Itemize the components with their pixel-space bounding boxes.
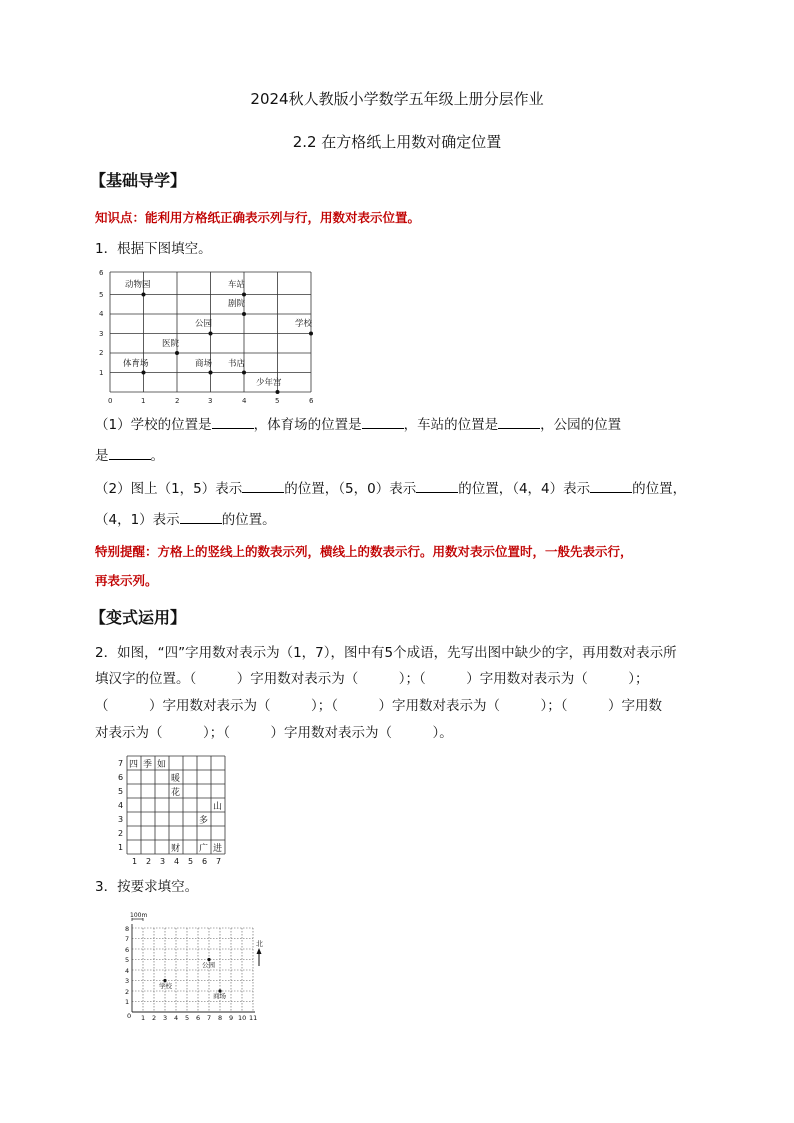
- point-school: [309, 332, 313, 336]
- grid-char: 财: [171, 844, 181, 854]
- answer-blank[interactable]: [109, 446, 151, 460]
- y-tick: 4: [99, 310, 104, 318]
- place-label: 商场: [213, 992, 226, 1000]
- y-tick: 3: [125, 977, 130, 985]
- y-tick: 5: [118, 787, 124, 796]
- x-tick: 2: [175, 397, 180, 405]
- scale-label: 100m: [130, 912, 148, 919]
- y-tick: 1: [118, 843, 124, 852]
- point-mall: [209, 371, 213, 375]
- north-label: 北: [256, 940, 263, 948]
- section-heading-basic: 【基础导学】: [90, 171, 187, 190]
- point-label: 剧院: [228, 299, 246, 309]
- point-youth-palace: [276, 390, 280, 394]
- answer-blank[interactable]: [498, 415, 540, 429]
- point-label: 少年宫: [256, 378, 282, 388]
- answer-blank[interactable]: [590, 479, 632, 493]
- question-2-line-2: 填汉字的位置。（ ）字用数对表示为（ ）；（ ）字用数对表示为（ ）；: [95, 671, 649, 687]
- answer-blank[interactable]: [242, 479, 284, 493]
- grid-char: 广: [199, 844, 209, 854]
- answer-blank[interactable]: [180, 510, 222, 524]
- question-1-part-1: （1）学校的位置是 ，体育场的位置是 ，车站的位置是 ，公园的位置: [95, 417, 622, 433]
- x-tick: 10: [238, 1014, 247, 1022]
- answer-blank[interactable]: [362, 415, 404, 429]
- point-label: 医院: [162, 339, 180, 349]
- point-theater: [242, 312, 246, 316]
- point-label: 商场: [195, 359, 213, 369]
- x-tick: 6: [196, 1014, 201, 1022]
- grid-char: 花: [171, 788, 181, 798]
- x-tick: 5: [188, 857, 194, 866]
- grid-char: 进: [213, 844, 223, 854]
- question-2-line-4: 对表示为（ ）；（ ）字用数对表示为（ ）。: [95, 725, 453, 741]
- x-tick: 4: [174, 857, 180, 866]
- x-tick: 4: [242, 397, 247, 405]
- x-tick: 11: [249, 1014, 258, 1022]
- point-park: [209, 332, 213, 336]
- x-tick: 5: [185, 1014, 190, 1022]
- y-tick: 5: [99, 291, 104, 299]
- y-tick: 3: [118, 815, 124, 824]
- y-tick: 1: [125, 998, 130, 1006]
- idiom-grid: [115, 752, 230, 867]
- y-tick: 6: [125, 946, 130, 954]
- x-tick: 6: [309, 397, 314, 405]
- grid-char: 山: [213, 802, 223, 812]
- x-tick: 9: [229, 1014, 234, 1022]
- x-tick: 0: [127, 1012, 132, 1020]
- y-tick: 8: [125, 925, 130, 933]
- y-tick: 2: [125, 988, 130, 996]
- x-tick: 1: [141, 1014, 146, 1022]
- x-tick: 8: [218, 1014, 223, 1022]
- point-zoo: [142, 293, 146, 297]
- grid-char: 暖: [171, 774, 181, 784]
- x-tick: 1: [141, 397, 146, 405]
- x-tick: 1: [132, 857, 138, 866]
- point-label: 体育场: [123, 359, 149, 369]
- page-subtitle: 2.2 在方格纸上用数对确定位置: [292, 133, 502, 151]
- question-1-part-1-cont: 是 。: [95, 448, 164, 464]
- x-tick: 6: [202, 857, 208, 866]
- answer-blank[interactable]: [212, 415, 254, 429]
- point-label: 学校: [295, 319, 313, 329]
- answer-blank[interactable]: [416, 479, 458, 493]
- question-1-part-2: （2）图上（1，5）表示 的位置，（5，0）表示 的位置，（4，4）表示 的位置，: [95, 481, 687, 497]
- question-2-line-1: 2．如图，“四”字用数对表示为（1，7），图中有5个成语，先写出图中缺少的字，再用数对表示所: [95, 645, 677, 661]
- question-2-line-3: （ ）字用数对表示为（ ）；（ ）字用数对表示为（ ）；（ ）字用数: [95, 698, 662, 714]
- x-tick: 3: [208, 397, 213, 405]
- point-stadium: [142, 371, 146, 375]
- point-hospital: [175, 351, 179, 355]
- x-tick: 7: [216, 857, 222, 866]
- y-tick: 2: [118, 829, 124, 838]
- x-tick: 2: [152, 1014, 157, 1022]
- x-tick: 5: [275, 397, 280, 405]
- point-label: 动物园: [125, 280, 151, 290]
- grid-char: 四: [129, 760, 139, 770]
- y-tick: 7: [118, 759, 124, 768]
- y-tick: 6: [99, 269, 104, 277]
- y-tick: 6: [118, 773, 124, 782]
- section-heading-variation: 【变式运用】: [90, 608, 187, 627]
- y-tick: 3: [99, 330, 104, 338]
- y-tick: 2: [99, 349, 104, 357]
- x-tick: 7: [207, 1014, 212, 1022]
- place-label: 公园: [202, 961, 215, 969]
- x-tick: 3: [160, 857, 166, 866]
- y-tick: 1: [99, 369, 104, 377]
- grid-char: 季: [143, 760, 153, 770]
- grid-char: 如: [157, 760, 167, 770]
- point-station: [242, 293, 246, 297]
- y-tick: 7: [125, 935, 130, 943]
- y-tick: 4: [125, 967, 130, 975]
- question-1-stem: 1．根据下图填空。: [95, 241, 212, 257]
- grid-char: 多: [199, 816, 209, 826]
- y-tick: 4: [118, 801, 124, 810]
- x-tick: 3: [163, 1014, 168, 1022]
- north-arrow-icon: [257, 948, 262, 966]
- coordinate-graph-1: [92, 264, 322, 410]
- point-label: 公园: [195, 319, 213, 329]
- place-label: 学校: [159, 982, 172, 990]
- point-bookstore: [242, 371, 246, 375]
- question-3-stem: 3．按要求填空。: [95, 879, 199, 895]
- point-label: 车站: [228, 280, 246, 290]
- question-1-part-2-cont: （4，1）表示 的位置。: [95, 512, 276, 528]
- point-label: 书店: [228, 359, 246, 369]
- x-tick: 4: [174, 1014, 179, 1022]
- coordinate-graph-3: [118, 908, 268, 1026]
- special-tip-line-1: 特别提醒：方格上的竖线上的数表示列，横线上的数表示行。用数对表示位置时，一般先表示行，: [95, 544, 633, 559]
- y-tick: 5: [125, 956, 130, 964]
- x-tick: 0: [108, 397, 113, 405]
- special-tip-line-2: 再表示列。: [95, 573, 158, 588]
- knowledge-point: 知识点：能利用方格纸正确表示列与行，用数对表示位置。: [95, 210, 421, 225]
- page-title: 2024秋人教版小学数学五年级上册分层作业: [250, 90, 544, 108]
- x-tick: 2: [146, 857, 152, 866]
